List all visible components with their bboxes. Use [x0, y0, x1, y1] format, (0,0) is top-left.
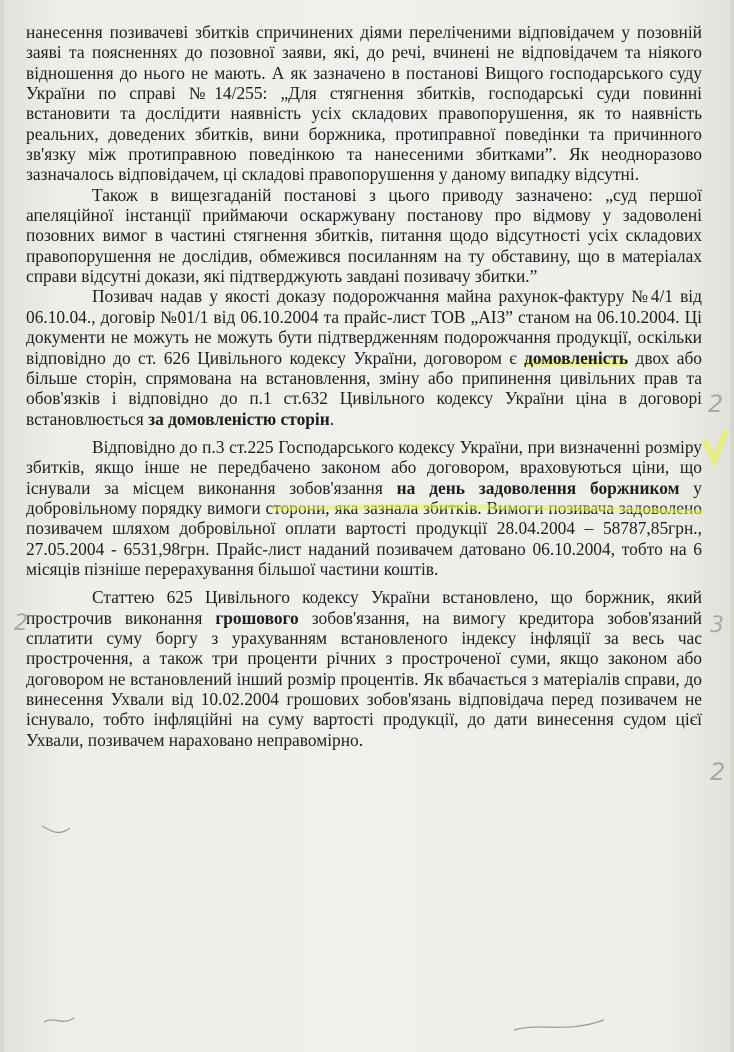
document-page [4, 0, 730, 1052]
pencil-underline-bottom [514, 1020, 604, 1030]
paragraph-4-text-a: Відповідно до п.3 ст.225 Господарського кодексу України, при визначенні розміру збитків, якщо інше не передбачено законом або договором, враховуються ціни, що існували за місцем виконання зобов'язання [26, 436, 702, 498]
margin-note-right-1: 2 [708, 390, 724, 418]
margin-note-right-3: 2 [710, 758, 726, 786]
margin-note-left-1: 2 [14, 611, 28, 636]
paragraph-3-text-e: . [329, 408, 335, 429]
paragraph-4-bold-day: на день задоволення боржником [396, 477, 680, 498]
pencil-stroke-left-1 [42, 826, 70, 832]
paragraph-1: нанесення позивачеві збитків спричинених діями переліченими відповідачем у позовній заяві та поясненнях до позовної заяви, які, до речі, вчинені не відповідачем та ніякого відношення до нього не мають. А як зазначено в постанові Вищого господарського суду України по справі №14/255: „Для стягнення збитків, господарські суди повинні встановити та дослідити наявність усіх складових правопорушення, як то наявність реальних, доведених збитків, вини боржника, протиправної поведінки та причинного зв'язку між протиправною поведінкою та нанесеними збитками”. Як неодноразово зазначалось відповідачем, ці складові правопорушення у даному випадку відсутні. [26, 22, 702, 185]
paragraph-4-text-c: у добровільному порядку вимоги сторони, яка зазнала збитків. Вимоги позивача задоволено позивачем шляхом добровільної оплати вартості продукції 28.04.2004 – 58787,85грн., 27.05.2004 - 6531,98грн. Прайс-лист наданий позивачем датовано 06.10.2004, тобто на 6 місяців пізніше перерахування більшої частини коштів. [26, 477, 702, 579]
document-body [26, 22, 702, 750]
paragraph-4 [26, 437, 702, 579]
paragraph-2: Також в вищезгаданій постанові з цього приводу зазначено: „суд першої апеляційної інстанції приймаючи оскаржувану постанову про відмову у задоволені позовних вимог в частині стягнення збитків, питання щодо відсутності усіх складових правопорушення не дослідив, обмежився посиланням на ту обставину, що в матеріалах справи відсутні докази, які підтверджують завдані позивачу збитки.” [26, 184, 702, 287]
paragraph-3-text-a: Позивач надав у якості доказу подорожчання майна рахунок-фактуру №4/1 від 06.10.04., договір №01/1 від 06.10.2004 та прайс-лист ТОВ „АІЗ” станом на 06.10.2004. Ці документи не можуть не можуть бути підтвердженням подорожчання продукції, оскільки відповідно до ст. 626 Цивільного кодексу України, договором є [26, 286, 702, 368]
paragraph-5-bold-monetary: грошового [215, 607, 299, 628]
paragraph-5-text-c: зобов'язання, на вимогу кредитора зобов'язаний сплатити суму боргу з урахуванням встановленого індексу інфляції за весь час прострочення, а також три проценти річних з простроченої суми, якщо законом або договором не встановлений інший розмір процентів. Як вбачається з матеріалів справи, до винесення Ухвали від 10.02.2004 грошових зобов'язань відповідача перед позивачем не існувало, тобто інфляційні на суму вартості продукції, до дати винесення судом цієї Ухвали, позивачем нараховано неправомірно. [26, 607, 702, 750]
margin-note-right-2: 3 [710, 613, 724, 638]
paragraph-5 [26, 587, 702, 750]
highlighter-mark-right [704, 430, 726, 460]
paragraph-3-bold-parties: за домовленістю сторін [148, 408, 330, 429]
paragraph-5-text-a: Статтею 625 Цивільного кодексу України встановлено, що боржник, який прострочив виконання [26, 587, 702, 628]
paragraph-3-bold-agreement: домовленість [524, 347, 629, 368]
pencil-stroke-left-2 [44, 1018, 74, 1022]
paragraph-3 [26, 286, 702, 428]
paragraph-3-text-c: двох або більше сторін, спрямована на встановлення, зміну або припинення цивільних прав та обов'язків і відповідно до п.1 ст.632 Цивільного кодексу України ціна в договорі встановлюється [26, 347, 702, 429]
